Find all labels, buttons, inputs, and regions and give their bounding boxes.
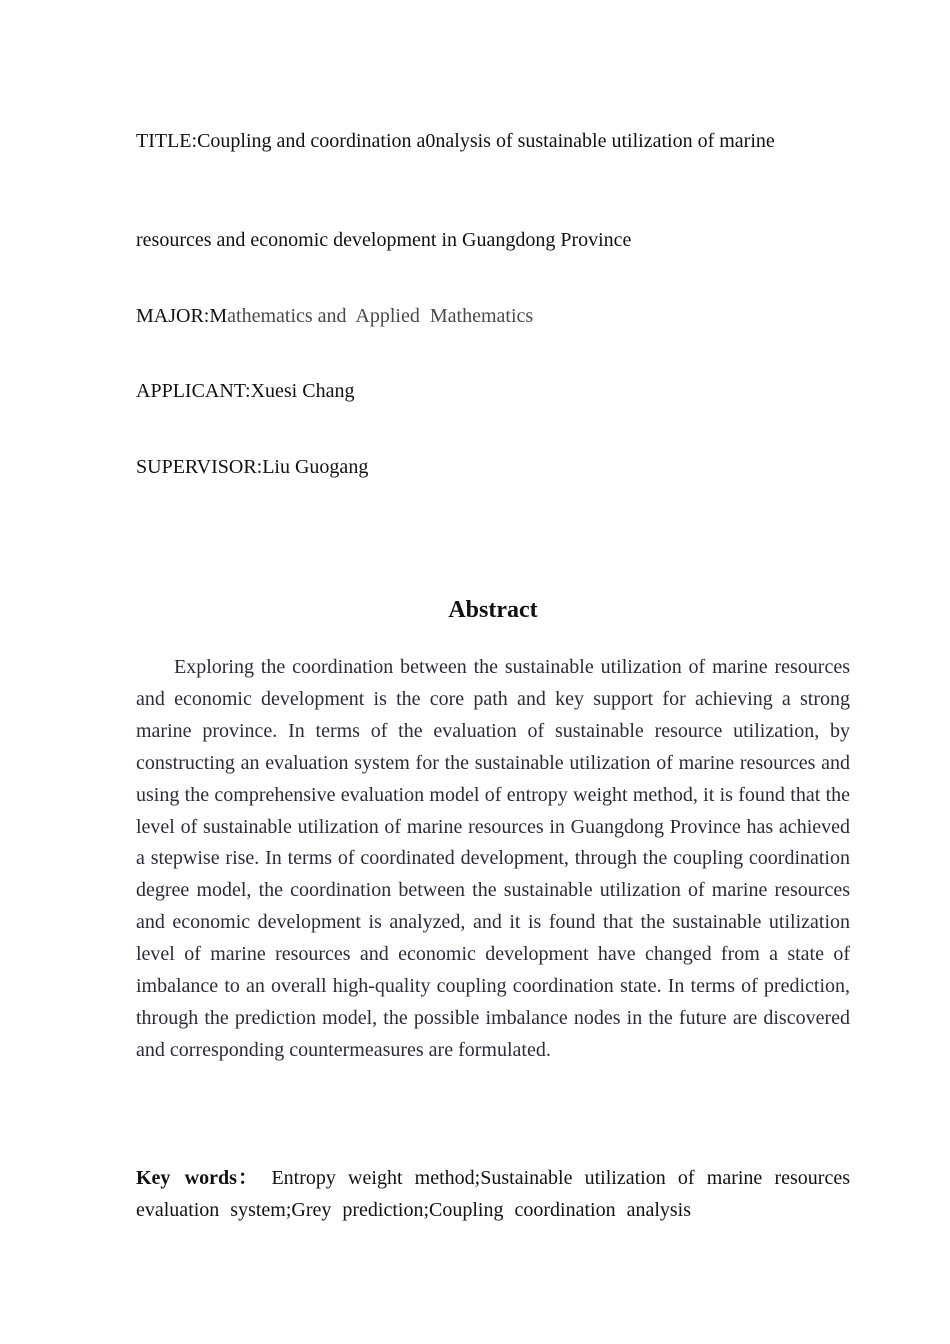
applicant-line — [136, 379, 852, 403]
major-line — [136, 304, 852, 328]
title-text-line-1: Coupling and coordination a0nalysis of sustainable utilization of marine — [197, 130, 775, 152]
abstract-body: Exploring the coordination between the sustainable utilization of marine resources and economic development is the core path and key support for achieving a strong marine province. In terms of the evaluation of sustainable resource utilization, by constructing an evaluation system for the sustainable utilization of marine resources and using the comprehensive evaluation model of entropy weight method, it is found that the level of sustainable utilization of marine resources in Guangdong Province has achieved a stepwise rise. In terms of coordinated development, through the coupling coordination degree model, the coordination between the sustainable utilization of marine resources and economic development is analyzed, and it is found that the sustainable utilization level of marine resources and economic development have changed from a state of imbalance to an overall high-quality coupling coordination state. In terms of prediction, through the prediction model, the possible imbalance nodes in the future are discovered and corresponding countermeasures are formulated. — [136, 656, 850, 1061]
keywords-label: Key words： — [136, 1167, 260, 1189]
keywords-paragraph — [136, 1163, 850, 1226]
title-label: TITLE: — [136, 130, 198, 152]
abstract-heading: Abstract — [448, 597, 538, 623]
title-text-line-2: resources and economic development in Guangdong Province — [136, 229, 632, 251]
supervisor-line — [136, 455, 852, 479]
applicant-label: APPLICANT: — [136, 380, 251, 402]
major-value: athematics and Applied Mathematics — [227, 305, 534, 327]
supervisor-label: SUPERVISOR: — [136, 456, 263, 478]
major-label: MAJOR:M — [136, 305, 228, 327]
title-line-2 — [136, 228, 852, 252]
title-line-1 — [136, 129, 852, 153]
supervisor-value: Liu Guogang — [262, 456, 369, 478]
keywords-value: Entropy weight method;Sustainable utilization of marine resources evaluation system;Grey prediction;Coupling coordination analysis — [136, 1167, 851, 1221]
applicant-value: Xuesi Chang — [250, 380, 355, 402]
